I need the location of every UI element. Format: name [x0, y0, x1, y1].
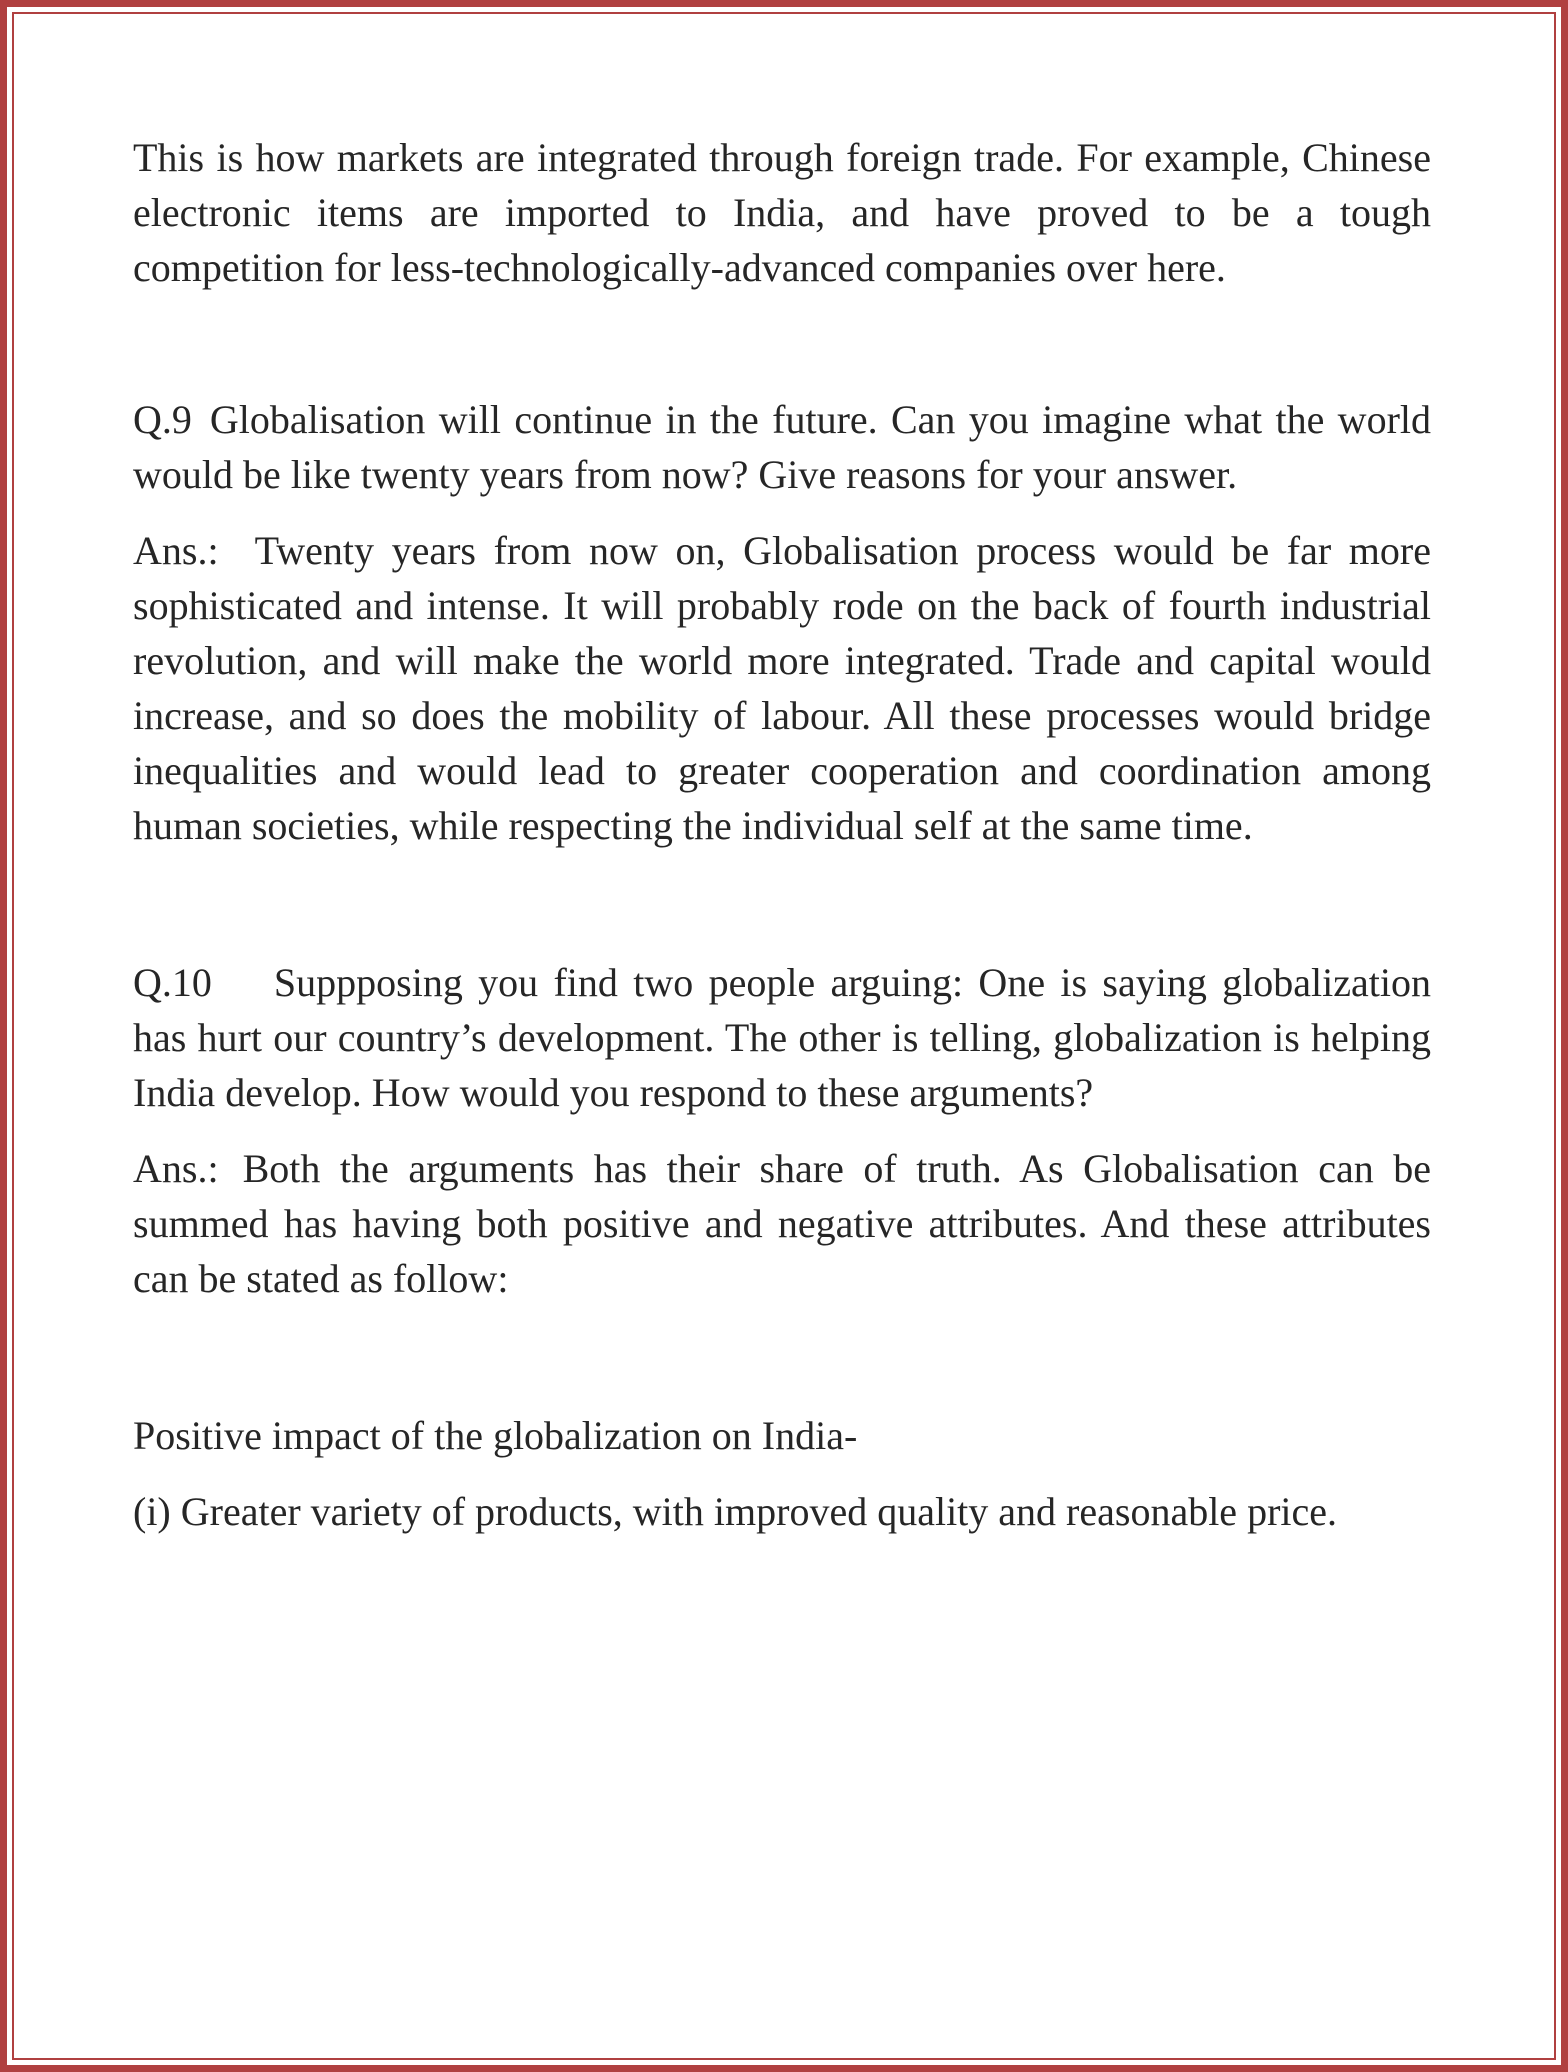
answer-9-text: Twenty years from now on, Globalisation process would be far more sophisticated and intense. It will probably rode on the back of fourth industrial revolution, and will make the world more integrated. Trade and capital would increase, and so does the mobility of labour. All these processes would bridge inequalities and would lead to greater cooperation and coordination among human societies, while respecting the individual self at the same time.: [133, 528, 1431, 848]
answer-10: [133, 1141, 1431, 1306]
answer-10-text: Both the arguments has their share of truth. As Globalisation can be summed has having both positive and negative attributes. And these attributes can be stated as follow:: [133, 1146, 1431, 1301]
positive-impact-heading: Positive impact of the globalization on India-: [133, 1413, 858, 1458]
question-10-number: Q.10: [133, 960, 212, 1005]
question-9-number: Q.9: [133, 397, 192, 442]
intro-paragraph: This is how markets are integrated through foreign trade. For example, Chinese electronic items are imported to India, and have proved to be a tough competition for less-technologically-advanced companies over here.: [133, 135, 1431, 290]
question-10-text: Suppposing you find two people arguing: One is saying globalization has hurt our country’s development. The other is telling, globalization is helping India develop. How would you respond to these arguments?: [133, 960, 1431, 1115]
question-9: [133, 392, 1431, 502]
answer-9: [133, 523, 1431, 853]
question-9-text: Globalisation will continue in the future. Can you imagine what the world would be like twenty years from now? Give reasons for your answer.: [133, 397, 1431, 497]
question-10: [133, 955, 1431, 1120]
answer-9-label: Ans.:: [133, 528, 219, 573]
positive-point-i: (i) Greater variety of products, with improved quality and reasonable price.: [133, 1489, 1338, 1534]
document-body: [133, 130, 1431, 1539]
answer-10-label: Ans.:: [133, 1146, 219, 1191]
